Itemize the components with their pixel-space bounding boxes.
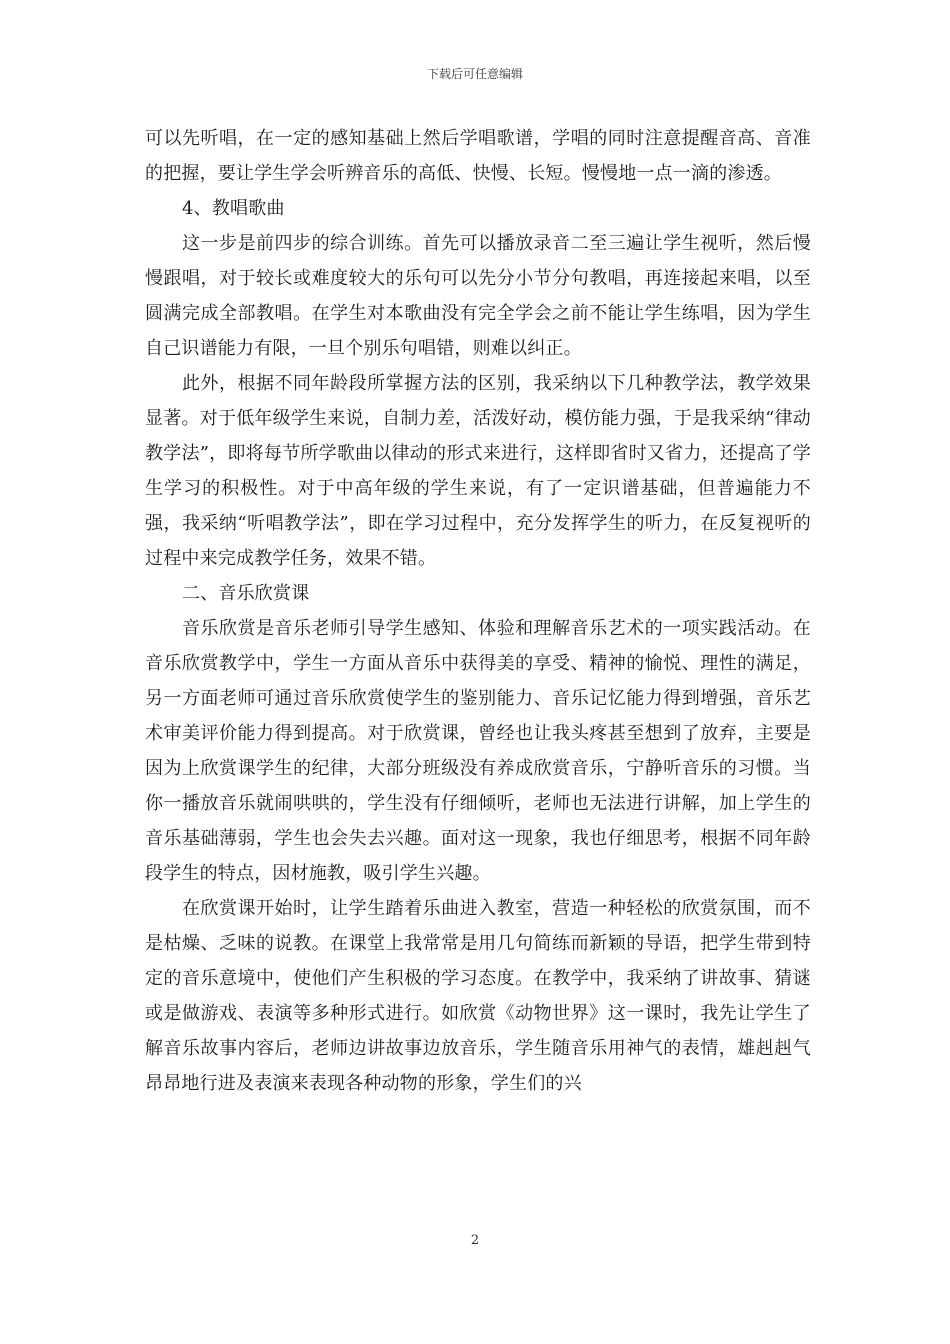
document-body xyxy=(145,121,811,1101)
paragraph: 在欣赏课开始时，让学生踏着乐曲进入教室，营造一种轻松的欣赏氛围，而不是枯燥、乏味的说教。在课堂上我常常是用几句简练而新颖的导语，把学生带到特定的音乐意境中，使他们产生积极的学习态度。在教学中，我采纳了讲故事、猜谜或是做游戏、表演等多种形式进行。如欣赏《动物世界》这一课时，我先让学生了解音乐故事内容后，老师边讲故事边放音乐，学生随音乐用神气的表情，雄赳赳气昂昂地行进及表演来表现各种动物的形象，学生们的兴 xyxy=(145,898,811,1094)
page-number: 2 xyxy=(470,1233,480,1248)
paragraph: 可以先听唱，在一定的感知基础上然后学唱歌谱，学唱的同时注意提醒音高、音准的把握，要让学生学会听辨音乐的高低、快慢、长短。慢慢地一点一滴的渗透。 xyxy=(145,128,811,184)
paragraph: 这一步是前四步的综合训练。首先可以播放录音二至三遍让学生视听，然后慢慢跟唱，对于较长或难度较大的乐句可以先分小节分句教唱，再连接起来唱，以至圆满完成全部教唱。在学生对本歌曲没有完全学会之前不能让学生练唱，因为学生自己识谱能力有限，一旦个别乐句唱错，则难以纠正。 xyxy=(145,233,811,359)
section-heading: 4、教唱歌曲 xyxy=(182,198,285,219)
page-header: 下载后可任意编辑 xyxy=(426,67,523,81)
paragraph: 音乐欣赏是音乐老师引导学生感知、体验和理解音乐艺术的一项实践活动。在音乐欣赏教学中，学生一方面从音乐中获得美的享受、精神的愉悦、理性的满足，另一方面老师可通过音乐欣赏使学生的鉴别能力、音乐记忆能力得到增强，音乐艺术审美评价能力得到提高。对于欣赏课，曾经也让我头疼甚至想到了放弃，主要是因为上欣赏课学生的纪律，大部分班级没有养成欣赏音乐，宁静听音乐的习惯。当你一播放音乐就闹哄哄的，学生没有仔细倾听，老师也无法进行讲解，加上学生的音乐基础薄弱，学生也会失去兴趣。面对这一现象，我也仔细思考，根据不同年龄段学生的特点，因材施教，吸引学生兴趣。 xyxy=(145,618,811,884)
section-heading: 二、音乐欣赏课 xyxy=(182,583,310,604)
paragraph: 此外，根据不同年龄段所掌握方法的区别，我采纳以下几种教学法，教学效果显著。对于低年级学生来说，自制力差，活泼好动，模仿能力强，于是我采纳“律动教学法”，即将每节所学歌曲以律动的形式来进行，这样即省时又省力，还提高了学生学习的积极性。对于中高年级的学生来说，有了一定识谱基础，但普遍能力不强，我采纳“听唱教学法”，即在学习过程中，充分发挥学生的听力，在反复视听的过程中来完成教学任务，效果不错。 xyxy=(145,373,811,569)
